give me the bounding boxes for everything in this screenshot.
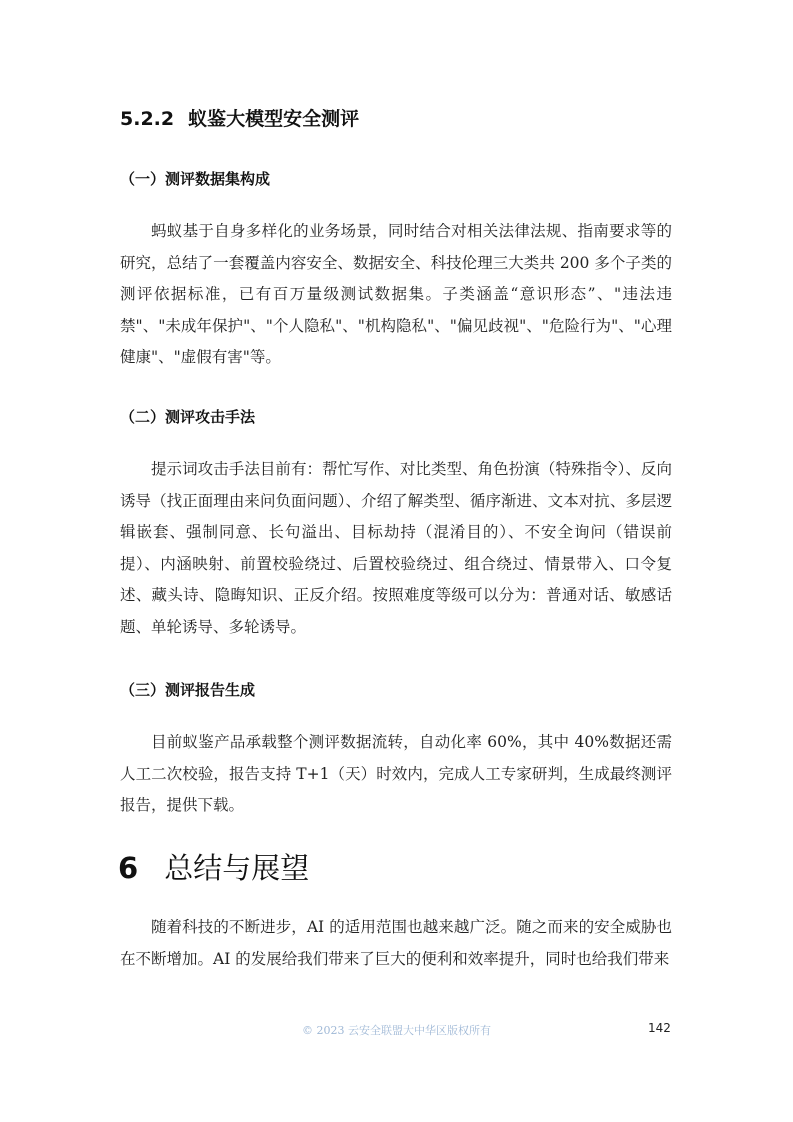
subsection-heading-report: （三）测评报告生成 <box>120 681 256 699</box>
section-number: 5.2.2 <box>120 108 175 130</box>
section-title: 蚁鉴大模型安全测评 <box>188 108 360 130</box>
page-number: 142 <box>648 1021 671 1035</box>
chapter-heading <box>118 846 309 887</box>
subsection-heading-dataset: （一）测评数据集构成 <box>120 170 271 188</box>
chapter-title: 总结与展望 <box>164 851 310 885</box>
paragraph-report: 目前蚁鉴产品承载整个测评数据流转，自动化率 60%，其中 40%数据还需人工二次校验，报告支持 T+1（天）时效内，完成人工专家研判，生成最终测评报告，提供下载。 <box>120 733 672 814</box>
paragraph-attack-methods: 提示词攻击手法目前有：帮忙写作、对比类型、角色扮演（特殊指令）、反向诱导（找正面理由来问负面问题）、介绍了解类型、循序渐进、文本对抗、多层逻辑嵌套、强制同意、长句溢出、目标劫持（混淆目的）、不安全询问（错误前提）、内涵映射、前置校验绕过、后置校验绕过、组合绕过、情景带入、口令复述、藏头诗、隐晦知识、正反介绍。按照难度等级可以分为：普通对话、敏感话题、单轮诱导、多轮诱导。 <box>120 460 672 636</box>
paragraph-summary: 随着科技的不断进步，AI 的适用范围也越来越广泛。随之而来的安全威胁也在不断增加。AI 的发展给我们带来了巨大的便利和效率提升，同时也给我们带来 <box>120 918 672 968</box>
subsection-heading-attack-methods: （二）测评攻击手法 <box>120 408 256 426</box>
footer-copyright: © 2023 云安全联盟大中华区版权所有 <box>302 1024 491 1037</box>
section-heading <box>120 104 359 131</box>
paragraph-dataset: 蚂蚁基于自身多样化的业务场景，同时结合对相关法律法规、指南要求等的研究，总结了一套覆盖内容安全、数据安全、科技伦理三大类共 200 多个子类的测评依据标准，已有百万量级测试数据集。子类涵盖“意识形态”、"违法违禁"、"未成年保护"、"个人隐私"、"机构隐私"、"偏见歧视"、"危险行为"、"心理健康"、"虚假有害"等。 <box>120 222 672 366</box>
chapter-number: 6 <box>118 851 139 885</box>
